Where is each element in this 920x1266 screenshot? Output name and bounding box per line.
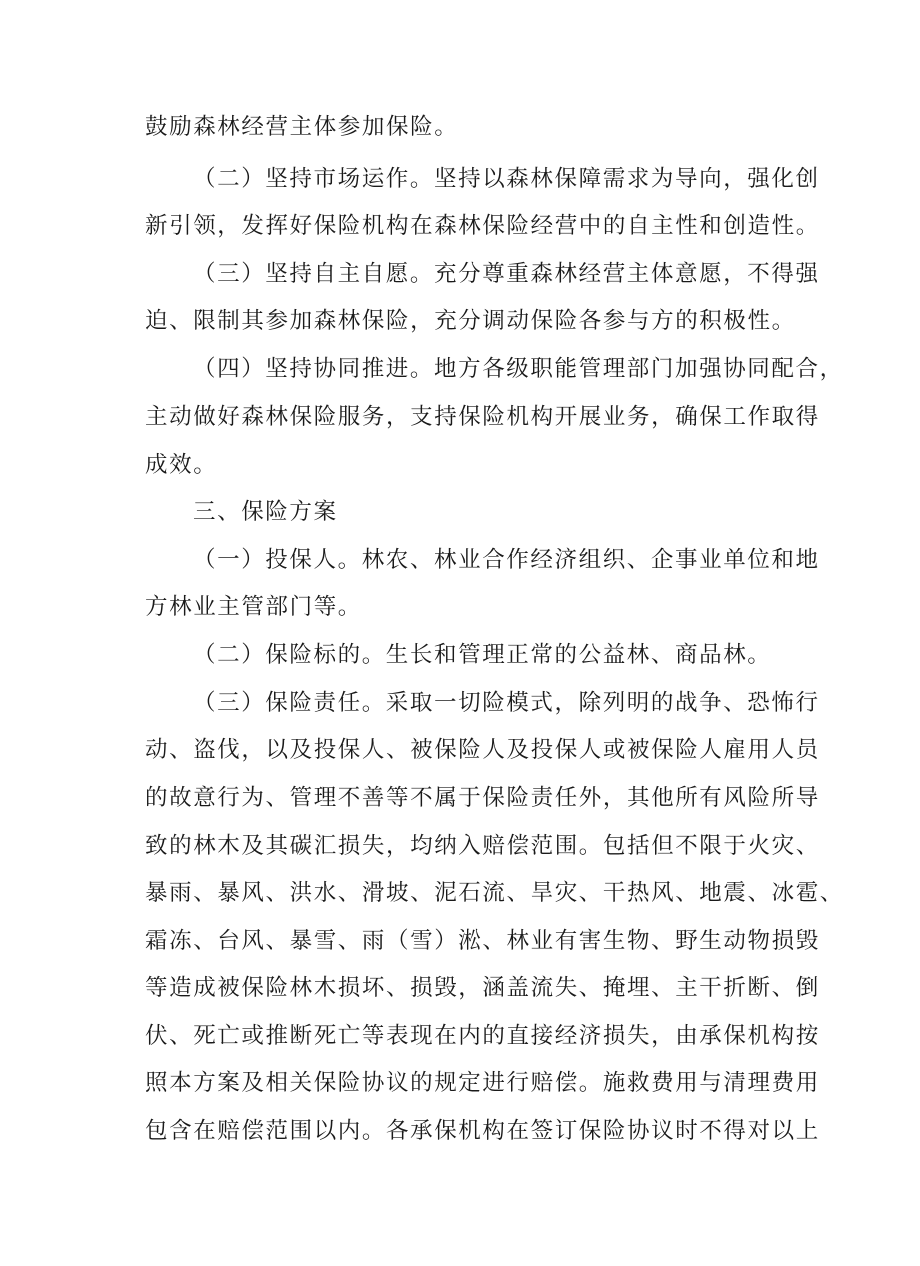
text-line: 包含在赔偿范围以内。各承保机构在签订保险协议时不得对以上 [145, 1118, 820, 1144]
text-line: 动、盗伐，以及投保人、被保险人及投保人或被保险人雇用人员 [145, 737, 820, 763]
text-line: 照本方案及相关保险协议的规定进行赔偿。施救费用与清理费用 [145, 1070, 820, 1096]
text-line: 新引领，发挥好保险机构在森林保险经营中的自主性和创造性。 [145, 213, 820, 239]
text-line: 鼓励森林经营主体参加保险。 [145, 114, 459, 140]
text-line: （二）保险标的。生长和管理正常的公益林、商品林。 [193, 642, 772, 668]
text-line: 主动做好森林保险服务，支持保险机构开展业务，确保工作取得 [145, 404, 820, 430]
text-line: （二）坚持市场运作。坚持以森林保障需求为导向，强化创 [193, 166, 820, 192]
text-line: 迫、限制其参加森林保险，充分调动保险各参与方的积极性。 [145, 308, 796, 334]
text-line: （一）投保人。林农、林业合作经济组织、企事业单位和地 [193, 547, 820, 573]
text-line: 方林业主管部门等。 [145, 594, 362, 620]
text-line: （三）保险责任。采取一切险模式，除列明的战争、恐怖行 [193, 690, 820, 716]
text-line: 的故意行为、管理不善等不属于保险责任外，其他所有风险所导 [145, 785, 820, 811]
text-line: （四）坚持协同推进。地方各级职能管理部门加强协同配合， [193, 356, 844, 382]
section-heading: 三、保险方案 [193, 499, 338, 525]
text-line: 霜冻、台风、暴雪、雨（雪）淞、林业有害生物、野生动物损毁 [145, 928, 820, 954]
text-line: 暴雨、暴风、洪水、滑坡、泥石流、旱灾、干热风、地震、冰雹、 [145, 880, 844, 906]
text-line: 成效。 [145, 452, 218, 478]
text-line: 伏、死亡或推断死亡等表现在内的直接经济损失，由承保机构按 [145, 1023, 820, 1049]
text-line: 等造成被保险林木损坏、损毁，涵盖流失、掩埋、主干折断、倒 [145, 975, 820, 1001]
text-line: （三）坚持自主自愿。充分尊重森林经营主体意愿，不得强 [193, 261, 820, 287]
text-line: 致的林木及其碳汇损失，均纳入赔偿范围。包括但不限于火灾、 [145, 833, 820, 859]
